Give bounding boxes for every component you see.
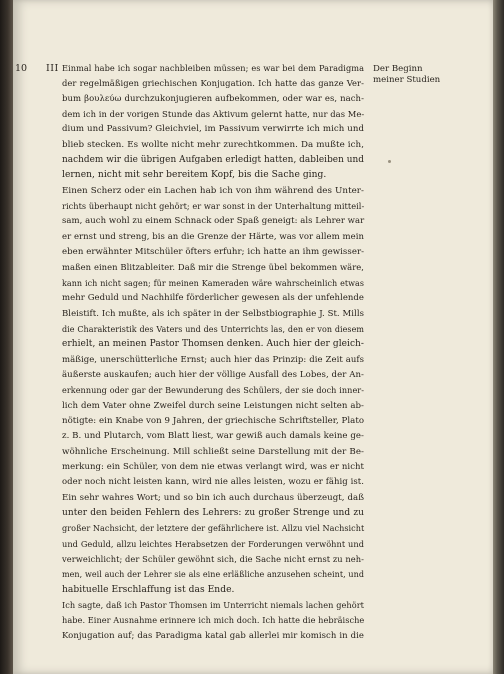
text-line: maßen einen Blitzableiter. Daß mir die Strenge übel bekommen wäre, — [62, 262, 364, 273]
text-line: und Geduld, allzu leichtes Herabsetzen der Forderungen verwöhnt und — [62, 538, 364, 549]
text-line: bum βουλεύω durchzukonjugieren aufbekommen, oder war es, nach- — [62, 93, 364, 104]
text-line: merkung: ein Schüler, von dem nie etwas verlangt wird, was er nicht — [62, 461, 364, 472]
body-text — [62, 61, 364, 644]
text-line: mehr Geduld und Nachhilfe förderlicher gewesen als der unfehlende — [62, 293, 364, 304]
text-line: habituelle Erschlaffung ist das Ende. — [62, 584, 235, 595]
text-line: mäßige, unerschütterliche Ernst; auch hier das Prinzip: die Zeit aufs — [62, 354, 364, 365]
book-page-edge-right — [493, 0, 504, 674]
book-page — [13, 0, 493, 674]
text-line: lernen, nicht mit sehr bereitem Kopf, bis die Sache ging. — [62, 170, 327, 181]
text-line: kann ich nicht sagen; für meinen Kameraden wäre wahrscheinlich etwas — [62, 278, 364, 288]
text-line: oder noch nicht leisten kann, wird nie alles leisten, wozu er fähig ist. — [62, 477, 364, 488]
text-line: dem ich in der vorigen Stunde das Aktivum gelernt hatte, nur das Me- — [62, 109, 365, 120]
text-line: Bleistift. Ich mußte, als ich später in der Selbstbiographie J. St. Mills — [62, 308, 364, 319]
text-line: Einen Scherz oder ein Lachen hab ich von ihm während des Unter- — [62, 185, 364, 196]
book-gutter-left — [0, 0, 13, 674]
text-line: wöhnliche Erscheinung. Mill schließt seine Darstellung mit der Be- — [62, 446, 364, 457]
text-line: habe. Einer Ausnahme erinnere ich mich doch. Ich hatte die hebräische — [62, 615, 365, 626]
text-line: lich dem Vater ohne Zweifel durch seine Leistungen nicht selten ab- — [62, 400, 364, 411]
text-line: men, weil auch der Lehrer sie als eine erläßliche anzusehen scheint, und — [62, 570, 364, 580]
margin-note-line: Der Beginn — [373, 64, 423, 74]
text-line: der regelmäßigen griechischen Konjugation. Ich hatte das ganze Ver- — [62, 78, 364, 89]
text-line: nachdem wir die übrigen Aufgaben erledigt hatten, dableiben und — [62, 155, 364, 166]
text-line: äußerste auskaufen; auch hier der völlige Ausfall des Lobes, der An- — [62, 369, 364, 380]
text-line: z. B. und Plutarch, vom Blatt liest, war gewiß auch damals keine ge- — [62, 431, 364, 442]
text-line: Ich sagte, daß ich Pastor Thomsen im Unterricht niemals lachen gehört — [62, 600, 364, 611]
text-line: dium und Passivum? Gleichviel, im Passivum verwirrte ich mich und — [62, 124, 364, 135]
text-line: richts überhaupt nicht gehört; er war sonst in der Unterhaltung mitteil- — [62, 201, 365, 212]
margin-note — [373, 64, 469, 85]
page-number: 10 — [15, 63, 28, 74]
text-line: erkennung oder gar der Bewunderung des Schülers, der sie doch inner- — [62, 385, 364, 396]
text-line: nötigte: ein Knabe von 9 Jahren, der griechische Schriftsteller, Plato — [62, 415, 365, 426]
text-line: unter den beiden Fehlern des Lehrers: zu großer Strenge und zu — [62, 507, 364, 518]
text-line: Konjugation auf; das Paradigma katal gab allerlei mir komisch in die — [62, 630, 364, 641]
text-line: erhielt, an meinen Pastor Thomsen denken. Auch hier der gleich- — [62, 339, 364, 350]
text-line: sam, auch wohl zu einem Schnack oder Spaß geneigt: als Lehrer war — [62, 216, 365, 227]
text-line: die Charakteristik des Vaters und des Unterrichts las, den er von diesem — [62, 324, 364, 334]
margin-note-line: meiner Studien — [373, 74, 441, 85]
text-line: er ernst und streng, bis an die Grenze der Härte, was vor allem mein — [62, 231, 364, 242]
chapter-number: III — [46, 63, 59, 74]
paper-speck — [388, 160, 391, 163]
text-line: eben erwähnter Mitschüler öfters erfuhr; ich hatte an ihm gewisser- — [62, 247, 365, 258]
text-line: Einmal habe ich sogar nachbleiben müssen; es war bei dem Paradigma — [62, 63, 364, 73]
text-line: Ein sehr wahres Wort; und so bin ich auch durchaus überzeugt, daß — [62, 492, 364, 503]
text-line: verweichlicht; der Schüler gewöhnt sich, die Sache nicht ernst zu neh- — [62, 554, 364, 564]
text-line: großer Nachsicht, der letztere der gefährlichere ist. Allzu viel Nachsicht — [62, 523, 365, 534]
text-line: blieb stecken. Es wollte nicht mehr zurechtkommen. Da mußte ich, — [62, 139, 364, 150]
